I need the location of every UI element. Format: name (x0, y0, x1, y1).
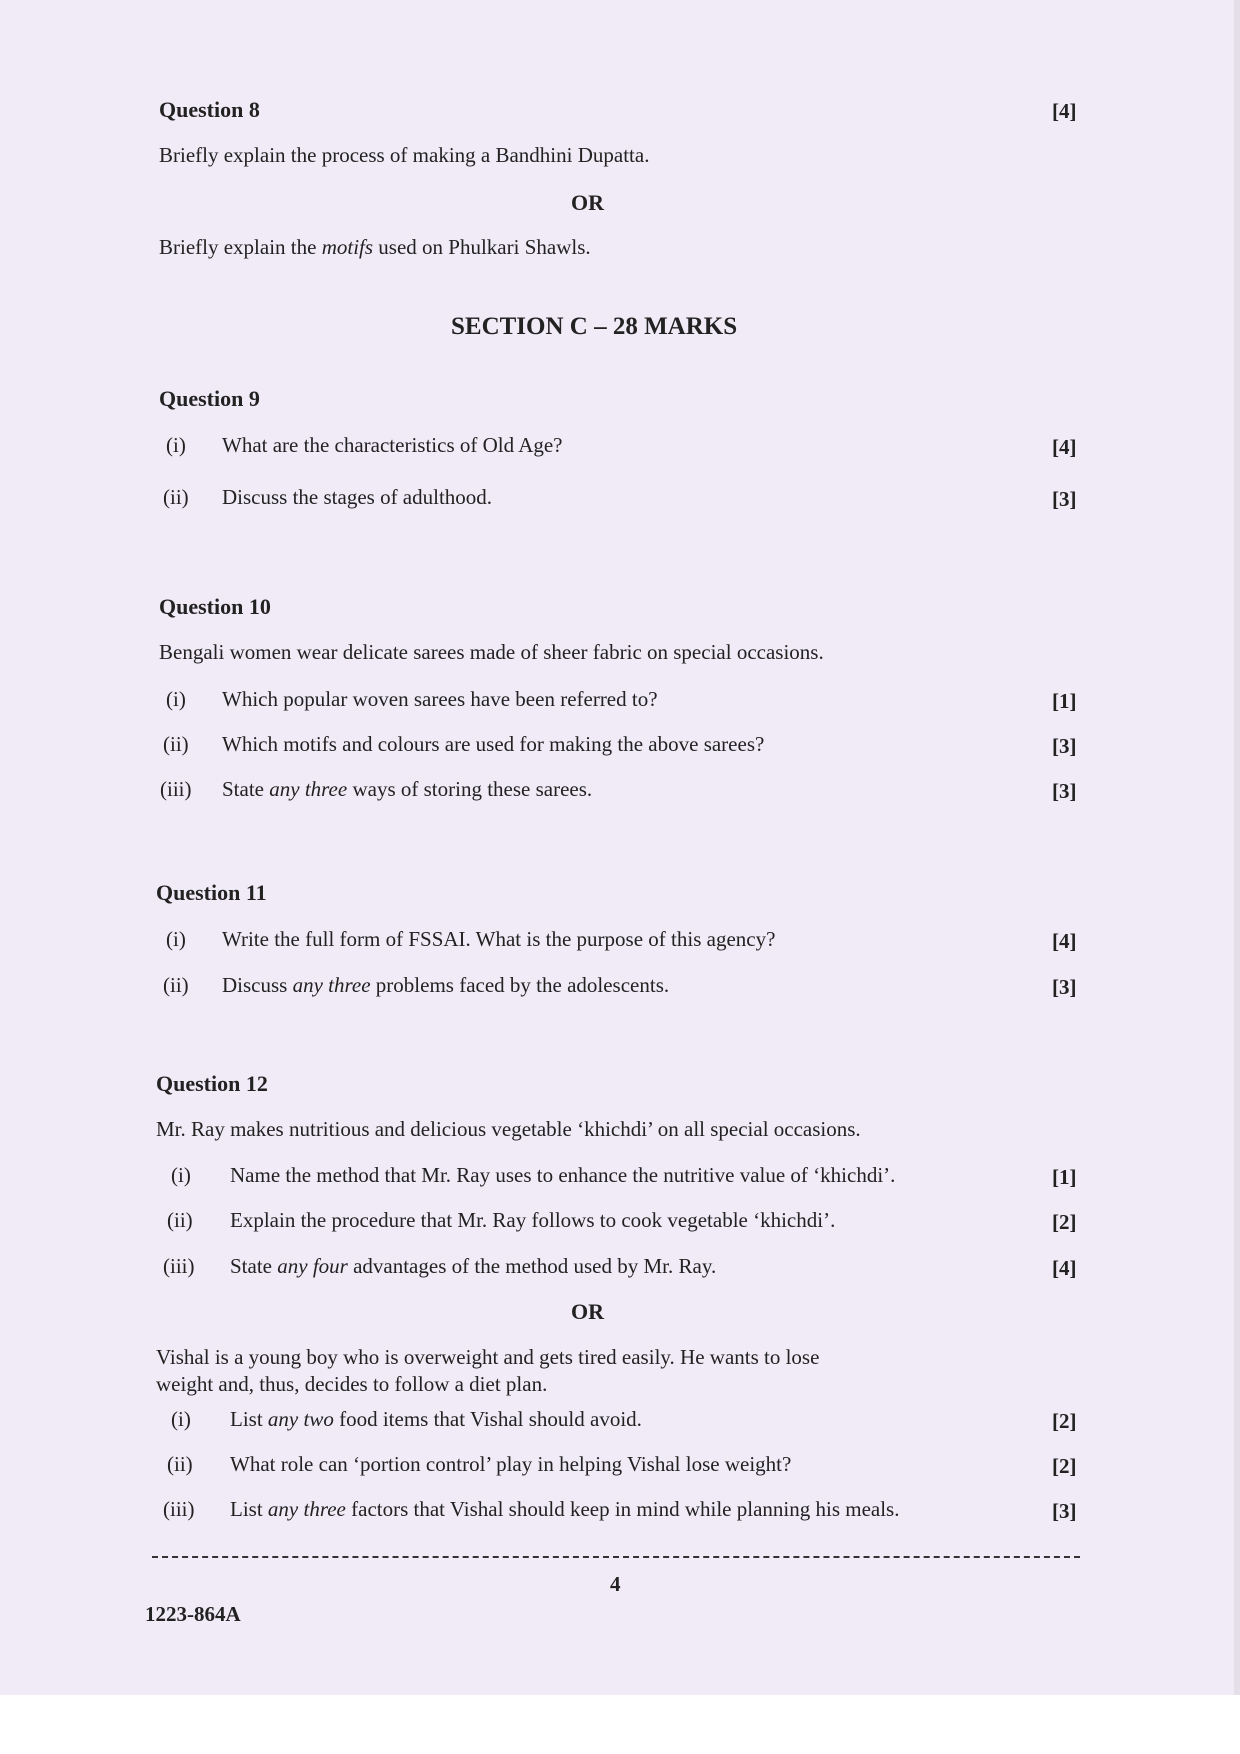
paper-code: 1223-864A (145, 1602, 241, 1626)
question-11-heading: Question 11 (156, 880, 267, 905)
question-8-alt-text: Briefly explain the motifs used on Phulkari Shawls. (159, 235, 591, 259)
question-10-heading: Question 10 (159, 594, 271, 619)
question-12-heading: Question 12 (156, 1071, 268, 1096)
exam-page: Question 8 [4] Briefly explain the process of making a Bandhini Dupatta. OR Briefly explain the motifs used on Phulkari Shawls. SECTION C – 28 MARKS Question 9 (i) What are the characteristics of Old Age? [4] (ii) Discuss the stages of adulthood. [3] Question 10 Bengali women wear delicate sarees made of sheer fabric on special occasions. (i) Which popular woven sarees have been referred to? [1] (ii) Which motifs and colours are used for making the above sarees? [3] (iii) State any three ways of storing these sarees. [3] Question 11 (i) Write the full form of FSSAI. What is the purpose of this agency? [4] (ii) Discuss any three problems faced by the adolescents. [3] Question 12 Mr. Ray makes nutritious and delicious vegetable ‘khichdi’ on all special occasions. (i) Name the method that Mr. Ray uses to enhance the nutritive value of ‘khichdi’. [1] (ii) Explain the procedure that Mr. Ray follows to cook vegetable ‘khichdi’. [2] (iii) State any four advantages of the method used by Mr. Ray. [4] OR Vishal is a young boy who is overweight and gets tired easily. He wants to lose weight and, thus, decides to follow a diet plan. (i) List any two food items that Vishal should avoid. [2] (ii) What role can ‘portion control’ play in helping Vishal lose weight? [2] (iii) List any three factors that Vishal should keep in mind while planning his meals. [3] 4 1223-864A (0, 0, 1240, 1695)
footer-divider (152, 1556, 1080, 1558)
question-12-alt-intro-2: weight and, thus, decides to follow a diet plan. (156, 1372, 548, 1396)
question-12-or: OR (571, 1299, 604, 1324)
question-12-alt-intro-1: Vishal is a young boy who is overweight and gets tired easily. He wants to lose (156, 1345, 820, 1369)
question-12-intro: Mr. Ray makes nutritious and delicious vegetable ‘khichdi’ on all special occasions. (156, 1117, 861, 1141)
page-number: 4 (610, 1572, 621, 1596)
question-8-marks: [4] (1052, 99, 1077, 123)
question-8-or: OR (571, 190, 604, 215)
question-9-heading: Question 9 (159, 386, 260, 411)
question-8-text: Briefly explain the process of making a Bandhini Dupatta. (159, 143, 650, 167)
question-8-heading: Question 8 (159, 97, 260, 122)
question-10-intro: Bengali women wear delicate sarees made of sheer fabric on special occasions. (159, 640, 824, 664)
section-c-title: SECTION C – 28 MARKS (451, 313, 738, 340)
